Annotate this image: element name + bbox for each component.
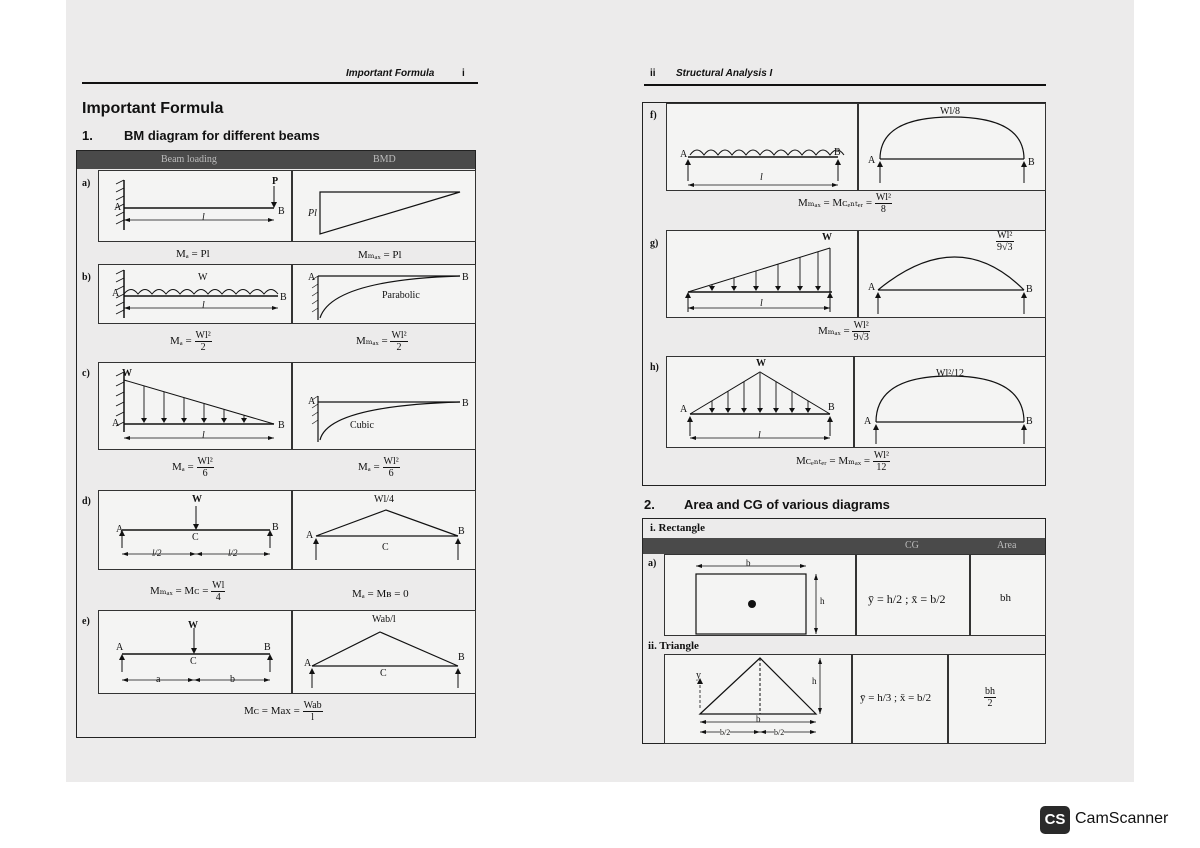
span-label-a: l [202,212,205,223]
formula-ma-b [170,330,212,353]
tri-area-cell [948,654,1046,744]
svg-text:A: A [116,524,124,535]
rect-row-label: a) [648,558,657,569]
formula-mmax-b-fraction [390,330,407,353]
bmd-label-c: Cubic [350,420,374,431]
svg-text:A: A [112,418,120,429]
dimension-b-label: b [230,674,235,685]
formula-ma-b-numerator: Wl² [195,330,211,341]
bmd-label-a: Pl [308,208,317,219]
bmd-peak-label-d: Wl/4 [374,494,394,505]
formula-mmax-f-left: Mₘₐₓ = Mᴄₑₙₜₑᵣ = [798,197,873,210]
svg-text:B: B [278,420,285,431]
cantilever-udl-diagram [98,264,292,324]
formula-ma-b-fraction [195,330,212,353]
left-running-header: Important Formula [346,68,435,79]
formula-mcenter-h-left: Mᴄₑₙₜₑᵣ = Mₘₐₓ = [796,455,871,468]
camscanner-logo: CS [1040,806,1070,834]
tri-y-label: y [696,670,701,681]
formula-mmax-b [356,330,408,353]
svg-text:A: A [868,282,876,293]
svg-text:B: B [462,272,469,283]
formula-ma-b-left: Mₐ = [170,335,192,348]
col-bmd: BMD [373,154,396,165]
triangular-load-label-c: W [122,368,132,379]
formula-ma-a: Mₐ = Pl [176,248,210,260]
row-label-f: f) [650,110,657,121]
section2-number: 2. [644,497,655,512]
span-label-h: l [758,430,761,441]
formula-ma-b-denominator: 2 [200,342,206,353]
right-running-header: Structural Analysis I [676,68,773,79]
svg-text:B: B [462,398,469,409]
svg-text:A: A [116,642,124,653]
svg-text:A: A [680,149,688,160]
tri-b2-label-1: b/2 [720,728,731,737]
svg-text:A: A [306,530,314,541]
formula-ma2-c-fraction [383,456,400,479]
formula-mmax-b-left: Mₘₐₓ = [356,335,388,348]
formula-mmax-g-fraction [852,320,870,343]
point-c-label-e: C [190,656,197,667]
half-span-label-d2: l/2 [228,548,238,558]
formula-mcenter-h [796,450,890,473]
bmd-cubic-c [292,362,476,450]
formula-mc-e-left: Mᴄ = Max = [244,705,300,718]
formula-mc-e [244,700,323,723]
bmd-triangle-a [292,170,476,242]
tri-area-formula [984,686,996,709]
right-page-number: ii [650,68,656,79]
row-label-h: h) [650,362,659,373]
bmd-peak-g-fraction [996,230,1014,253]
svg-text:B: B [458,526,465,537]
section-number: 1. [82,128,93,143]
rect-cg-formula: ȳ = h/2 ; x̄ = b/2 [868,592,946,606]
svg-text:A: A [304,658,312,669]
svg-text:B: B [1028,157,1035,168]
row-label-c: c) [82,368,90,379]
midpoint-label-d: C [192,532,199,543]
left-page-number: i [462,68,465,79]
rect-b-label: b [746,558,751,568]
svg-text:B: B [272,522,279,533]
page-title: Important Formula [82,100,224,117]
formula-ma-c-numerator: Wl² [197,456,213,467]
col-beam-loading: Beam loading [161,154,217,165]
rectangle-diagram [664,554,856,636]
bm-table-header [77,151,475,169]
formula-mmax-g-numerator: Wl² [853,320,869,331]
svg-text:A: A [112,288,120,299]
formula-ma2-c-left: Mₐ = [358,461,380,474]
formula-mmax-d-left: Mₘₐₓ = Mᴄ = [150,585,209,598]
formula-ma-c-denominator: 6 [202,468,208,479]
point-load-label-a: P [272,176,279,187]
formula-mmax-d-denominator: 4 [215,592,221,603]
rect-h-label: h [820,596,825,606]
row-label-a: a) [82,178,91,189]
formula-mmax-d [150,580,225,603]
half-span-label-d1: l/2 [152,548,162,558]
tri-cg-formula: ȳ = h/3 ; x̄ = b/2 [860,692,932,704]
formula-ma2-c-numerator: Wl² [383,456,399,467]
svg-text:A: A [868,155,876,166]
triangle-diagram [664,654,852,744]
bmd-label-b: Parabolic [382,290,420,301]
formula-mmax-f [798,192,892,215]
area-cg-header [643,538,1045,554]
bmd-mid-label-d: C [382,542,389,553]
row-label-e: e) [82,616,90,627]
formula-mmax-f-denominator: 8 [880,204,886,215]
row-label-b: b) [82,272,91,283]
formula-mc-e-fraction [303,700,323,723]
col-area: Area [997,540,1017,551]
formula-ma-c-fraction [197,456,214,479]
formula-mmax-d-numerator: Wl [212,580,225,591]
svg-text:A: A [680,404,688,415]
formula-ma2-c-denominator: 6 [388,468,394,479]
load-label-g: W [822,232,832,243]
dimension-a-label: a [156,674,161,685]
formula-mmax-g-denominator: 9√3 [853,332,869,343]
bmd-peak-label-f: Wl/8 [940,106,960,117]
span-label-b: l [202,300,205,311]
bmd-mid-label-e: C [380,668,387,679]
section2-title: Area and CG of various diagrams [684,497,890,512]
camscanner-watermark: CamScanner [1075,810,1169,827]
svg-text:B: B [458,652,465,663]
bmd-peak-label-h: Wl²/12 [936,368,964,379]
rect-area-formula: bh [1000,592,1011,604]
formula-mmax-g-left: Mₘₐₓ = [818,325,850,338]
formula-mcenter-h-numerator: Wl² [873,450,890,461]
span-label-c: l [202,430,205,441]
formula-ma-c [172,456,214,479]
formula-ma2-c [358,456,400,479]
udl-label-b: W [198,272,208,283]
bmd-peak-label-g [996,230,1014,253]
tri-area-denominator: 2 [987,698,993,709]
formula-mc-e-denominator: l [311,712,315,723]
svg-text:B: B [280,292,287,303]
formula-mc-e-numerator: Wab [303,700,322,711]
svg-text:A: A [308,396,316,407]
rectangle-title: i. Rectangle [650,522,705,534]
formula-mmax-a: Mₘₐₓ = Pl [358,249,402,261]
tri-b2-label-2: b/2 [774,728,785,737]
right-header-rule [644,84,1046,86]
load-label-e: W [188,620,198,631]
svg-text:A: A [114,202,122,213]
svg-text:B: B [1026,284,1033,295]
formula-mcenter-h-denominator: 12 [876,462,887,473]
tri-b-label: b [756,714,761,724]
section-title: BM diagram for different beams [124,128,320,143]
formula-mamb-d: Mₐ = Mʙ = 0 [352,588,409,600]
bmd-peak-g-numerator: Wl² [997,230,1013,241]
span-label-f: l [760,172,763,183]
left-header-rule [82,82,478,84]
triangle-title: ii. Triangle [648,640,699,652]
svg-text:B: B [278,206,285,217]
svg-text:B: B [264,642,271,653]
row-label-g: g) [650,238,659,249]
col-cg: CG [905,540,919,551]
formula-mcenter-h-fraction [873,450,890,473]
formula-ma-c-left: Mₐ = [172,461,194,474]
row-label-d: d) [82,496,91,507]
span-label-g: l [760,298,763,309]
svg-text:B: B [834,147,841,158]
svg-text:A: A [864,416,872,427]
formula-mmax-f-fraction [875,192,892,215]
svg-text:B: B [1026,416,1033,427]
bmd-peak-g-denominator: 9√3 [997,242,1013,253]
formula-mmax-b-numerator: Wl² [391,330,407,341]
tri-area-numerator: bh [985,686,995,697]
formula-mmax-f-numerator: Wl² [875,192,892,203]
svg-text:B: B [828,402,835,413]
load-label-d: W [192,494,202,505]
tri-h-label: h [812,676,817,686]
load-label-h: W [756,358,766,369]
bmd-peak-label-e: Wab/l [372,614,396,625]
tri-area-fraction [984,686,996,709]
bmd-curve-g [858,230,1046,318]
formula-mmax-d-fraction [211,580,225,603]
cantilever-point-load-diagram [98,170,292,242]
formula-mmax-g [818,320,870,343]
svg-text:A: A [308,272,316,283]
formula-mmax-b-denominator: 2 [396,342,402,353]
